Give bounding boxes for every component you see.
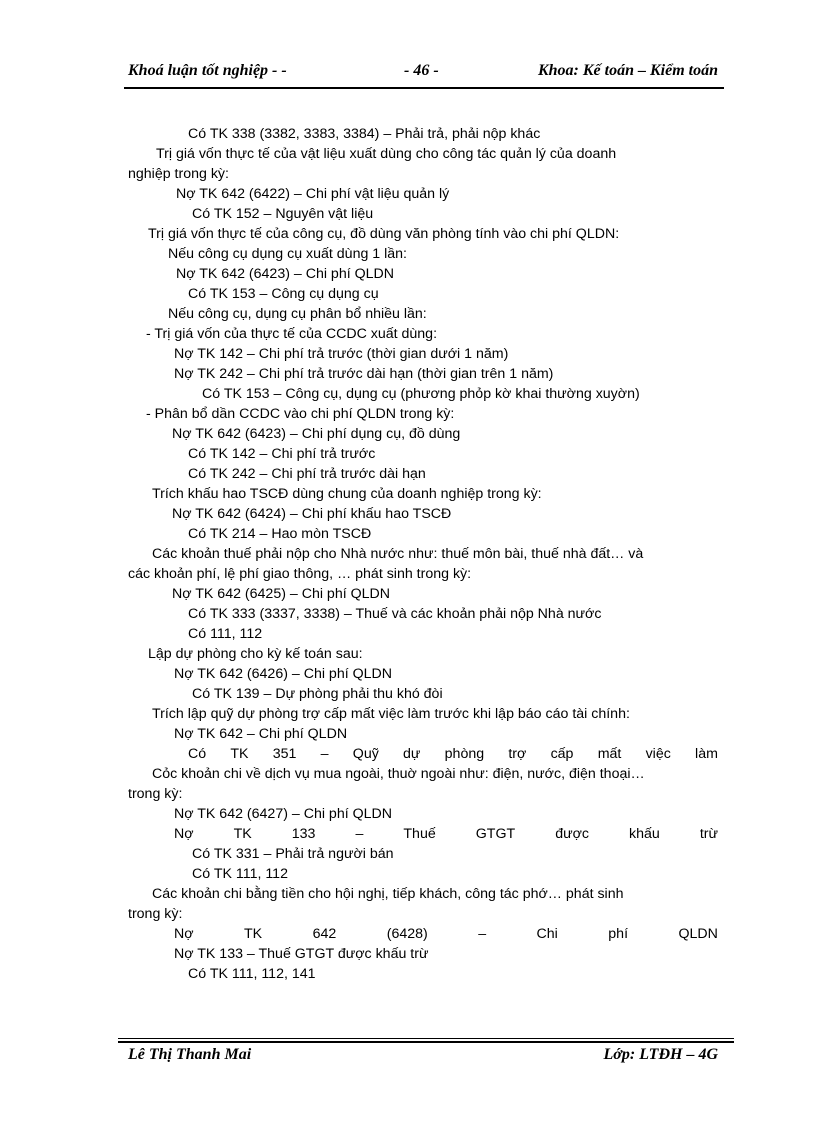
word: phí bbox=[608, 926, 629, 942]
word: TK bbox=[230, 746, 249, 762]
text-line: Nếu công cụ dụng cụ xuất dùng 1 lần: bbox=[168, 246, 407, 262]
text-line: nghiệp trong kỳ: bbox=[128, 166, 229, 182]
text-line: Có TK 333 (3337, 3338) – Thuế và các khoản phải nộp Nhà nước bbox=[188, 606, 602, 622]
word: GTGT bbox=[475, 826, 516, 842]
word: Thuế bbox=[403, 826, 436, 842]
word: Quỹ bbox=[352, 746, 379, 762]
text-line: trong kỳ: bbox=[128, 786, 183, 802]
word: cấp bbox=[550, 746, 574, 762]
word: 351 bbox=[272, 746, 297, 762]
text-line: Trích lập quỹ dự phòng trợ cấp mất việc làm trước khi lập báo cáo tài chính: bbox=[152, 706, 630, 722]
text-line: Nợ TK 642 (6424) – Chi phí khấu hao TSCĐ bbox=[172, 506, 452, 522]
text-line: - Phân bổ dần CCDC vào chi phí QLDN trong kỳ: bbox=[146, 406, 455, 422]
text-line: Trị giá vốn thực tế của công cụ, đồ dùng văn phòng tính vào chi phí QLDN: bbox=[148, 226, 620, 242]
class-name: Lớp: LTĐH – 4G bbox=[603, 1046, 718, 1063]
text-line: Cỏc khoản chi về dịch vụ mua ngoài, thuờ ngoài như: điện, nước, điện thoại… bbox=[152, 766, 645, 782]
word: trừ bbox=[699, 826, 718, 842]
page-header bbox=[128, 62, 720, 84]
text-line: Nợ TK 642 (6426) – Chi phí QLDN bbox=[174, 666, 393, 682]
word: phòng bbox=[444, 746, 485, 762]
text-line: Có TK 139 – Dự phòng phải thu khó đòi bbox=[192, 686, 443, 702]
word: Chi bbox=[536, 926, 558, 942]
text-line: Nợ TK 642 (6423) – Chi phí dụng cụ, đồ dùng bbox=[172, 426, 461, 442]
text-line: Có TK 242 – Chi phí trả trước dài hạn bbox=[188, 466, 426, 482]
word: làm bbox=[695, 746, 718, 762]
footer-rule-thick bbox=[118, 1041, 734, 1043]
page-footer bbox=[128, 1046, 720, 1068]
text-line: các khoản phí, lệ phí giao thông, … phát sinh trong kỳ: bbox=[128, 566, 472, 582]
text-line: Lập dự phòng cho kỳ kế toán sau: bbox=[148, 646, 363, 662]
word: TK bbox=[233, 826, 252, 842]
word: mất bbox=[597, 746, 622, 762]
word: được bbox=[555, 826, 589, 842]
text-line: Nếu công cụ, dụng cụ phân bổ nhiều lần: bbox=[168, 306, 427, 322]
footer-rule-thin bbox=[118, 1038, 734, 1039]
word: – bbox=[478, 926, 487, 942]
text-line: Nợ TK 642 (6427) – Chi phí QLDN bbox=[174, 806, 393, 822]
text-line: trong kỳ: bbox=[128, 906, 183, 922]
word: Nợ bbox=[174, 826, 194, 842]
text-line: Có TK 152 – Nguyên vật liệu bbox=[192, 206, 374, 222]
word: QLDN bbox=[678, 926, 718, 942]
text-line: Nợ TK 242 – Chi phí trả trước dài hạn (thời gian trên 1 năm) bbox=[174, 366, 554, 382]
text-line: Có TK 111, 112 bbox=[192, 866, 288, 882]
text-line: Có TK 331 – Phải trả người bán bbox=[192, 846, 394, 862]
text-line: Có TK 111, 112, 141 bbox=[188, 966, 316, 982]
text-line: - Trị giá vốn của thực tế của CCDC xuất dùng: bbox=[146, 326, 438, 342]
text-line: Có TK 214 – Hao mòn TSCĐ bbox=[188, 526, 372, 542]
text-line: Nợ TK 642 (6423) – Chi phí QLDN bbox=[176, 266, 395, 282]
word: 642 bbox=[312, 926, 337, 942]
text-line: Trích khấu hao TSCĐ dùng chung của doanh nghiệp trong kỳ: bbox=[152, 486, 542, 502]
text-line bbox=[128, 744, 718, 764]
text-line bbox=[128, 924, 718, 944]
text-line: Có TK 142 – Chi phí trả trước bbox=[188, 446, 376, 462]
text-line: Có TK 153 – Công cụ, dụng cụ (phương phỏp kờ khai thường xuyờn) bbox=[202, 386, 640, 402]
text-line bbox=[128, 824, 718, 844]
text-line: Nợ TK 142 – Chi phí trả trước (thời gian dưới 1 năm) bbox=[174, 346, 509, 362]
text-line: Nợ TK 133 – Thuế GTGT được khấu trừ bbox=[174, 946, 429, 962]
word: 133 bbox=[291, 826, 316, 842]
word: Nợ bbox=[174, 926, 194, 942]
word: (6428) bbox=[386, 926, 428, 942]
text-line: Trị giá vốn thực tế của vật liệu xuất dùng cho công tác quản lý của doanh bbox=[156, 146, 617, 162]
text-line: Nợ TK 642 (6422) – Chi phí vật liệu quản lý bbox=[176, 186, 450, 202]
word: Có bbox=[188, 746, 207, 762]
text-line: Có TK 153 – Công cụ dụng cụ bbox=[188, 286, 379, 302]
thesis-title: Khoá luận tốt nghiệp - - bbox=[128, 62, 287, 79]
header-rule bbox=[124, 87, 724, 89]
author-name: Lê Thị Thanh Mai bbox=[128, 1046, 252, 1063]
text-line: Các khoản thuế phải nộp cho Nhà nước như: thuế môn bài, thuế nhà đất… và bbox=[152, 546, 644, 562]
word: TK bbox=[244, 926, 263, 942]
text-line: Các khoản chi bằng tiền cho hội nghị, tiếp khách, công tác phớ… phát sinh bbox=[152, 886, 624, 902]
word: khấu bbox=[629, 826, 660, 842]
text-line: Có TK 338 (3382, 3383, 3384) – Phải trả, phải nộp khác bbox=[188, 126, 541, 142]
text-line: Có 111, 112 bbox=[188, 626, 263, 642]
word: dự bbox=[403, 746, 421, 762]
text-line: Nợ TK 642 – Chi phí QLDN bbox=[174, 726, 348, 742]
word: – bbox=[320, 746, 329, 762]
word: – bbox=[355, 826, 364, 842]
word: việc bbox=[645, 746, 671, 762]
document-body bbox=[128, 124, 718, 984]
word: trợ bbox=[508, 746, 527, 762]
faculty-name: Khoa: Kế toán – Kiểm toán bbox=[537, 62, 718, 79]
page-number: - 46 - bbox=[404, 62, 439, 79]
text-line: Nợ TK 642 (6425) – Chi phí QLDN bbox=[172, 586, 391, 602]
